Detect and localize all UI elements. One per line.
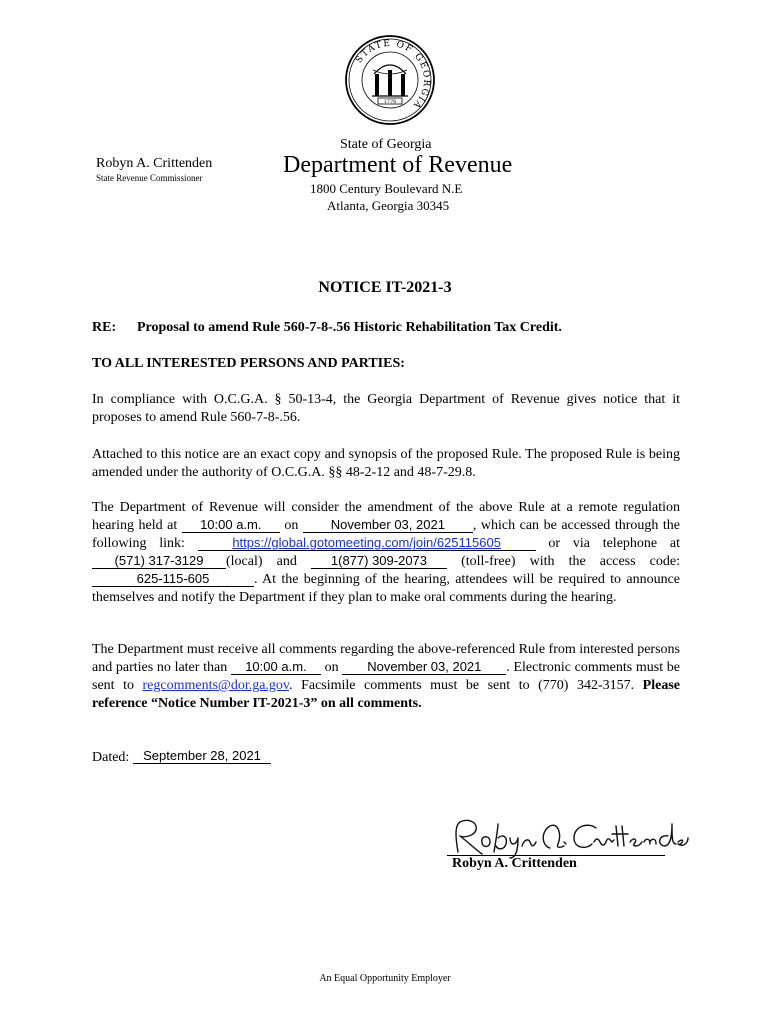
- notice-title: NOTICE IT-2021-3: [318, 279, 452, 296]
- hearing-text-7: . At the beginning of the hearing, attendees will be required to announce themselves and notify the Department if they plan to make oral comments during the hearing.: [92, 572, 680, 605]
- georgia-state-seal: [344, 34, 436, 126]
- commissioner-name: Robyn A. Crittenden: [96, 156, 213, 171]
- department-name: Department of Revenue: [283, 152, 513, 178]
- hearing-time-field[interactable]: 10:00 a.m.: [182, 518, 280, 533]
- seal-year: 1776: [383, 99, 397, 105]
- comments-text-3: . Electronic comments must be sent to: [92, 660, 681, 693]
- address-line-1: 1800 Century Boulevard N.E: [310, 181, 463, 196]
- tollfree-phone-field[interactable]: 1(877) 309-2073: [311, 554, 447, 569]
- hearing-text-6: (toll-free) with the access code:: [461, 554, 680, 569]
- commissioner-title: State Revenue Commissioner: [96, 173, 203, 183]
- seal-ring-text: STATE OF GEORGIA: [354, 38, 432, 111]
- access-code-field[interactable]: 625-115-605: [92, 572, 254, 587]
- hearing-text-2: on: [284, 518, 299, 533]
- hearing-date-field[interactable]: November 03, 2021: [303, 518, 473, 533]
- email-link[interactable]: regcomments@dor.ga.gov: [142, 678, 290, 693]
- salutation: TO ALL INTERESTED PERSONS AND PARTIES:: [92, 356, 405, 371]
- comments-text-4: . Facsimile comments must be sent to (770) 342-3157.: [289, 678, 635, 693]
- paragraph-hearing: [92, 499, 680, 607]
- hearing-text-1: The Department of Revenue will consider the amendment of the above Rule at a remote regulation hearing held at: [92, 500, 680, 533]
- handwritten-signature: [446, 812, 690, 860]
- re-label: RE:: [92, 320, 117, 335]
- paragraph-comments: [92, 641, 680, 713]
- comments-date-field[interactable]: November 03, 2021: [342, 660, 506, 675]
- comments-reference: Please reference “Notice Number IT-2021-3” on all comments.: [92, 678, 680, 711]
- local-phone-field[interactable]: (571) 317-3129: [92, 554, 226, 569]
- hearing-link-field[interactable]: https://global.gotomeeting.com/join/625115605: [198, 536, 536, 551]
- hearing-text-5: (local) and: [226, 554, 297, 569]
- dated-label: Dated:: [92, 750, 130, 765]
- paragraph-attachment: Attached to this notice are an exact copy and synopsis of the proposed Rule. The proposed Rule is being amended under the authority of O.C.G.A. §§ 48-2-12 and 48-7-29.8.: [92, 447, 680, 480]
- hearing-text-3: , which can be accessed through the following link:: [92, 518, 680, 551]
- comments-text-1: The Department must receive all comments regarding the above-referenced Rule from interested persons and parties no later than: [92, 642, 680, 675]
- hearing-text-4: or via telephone at: [548, 536, 680, 551]
- address-line-2: Atlanta, Georgia 30345: [327, 198, 450, 213]
- re-subject: Proposal to amend Rule 560-7-8-.56 Historic Rehabilitation Tax Credit.: [137, 320, 562, 335]
- dated-field[interactable]: September 28, 2021: [133, 749, 271, 764]
- paragraph-compliance: In compliance with O.C.G.A. § 50-13-4, the Georgia Department of Revenue gives notice that it proposes to amend Rule 560-7-8-.56.: [92, 392, 680, 425]
- comments-time-field[interactable]: 10:00 a.m.: [231, 660, 321, 675]
- signer-name: Robyn A. Crittenden: [452, 856, 577, 871]
- footer-note: An Equal Opportunity Employer: [319, 973, 451, 984]
- state-heading: State of Georgia: [340, 137, 432, 152]
- comments-text-2: on: [324, 660, 339, 675]
